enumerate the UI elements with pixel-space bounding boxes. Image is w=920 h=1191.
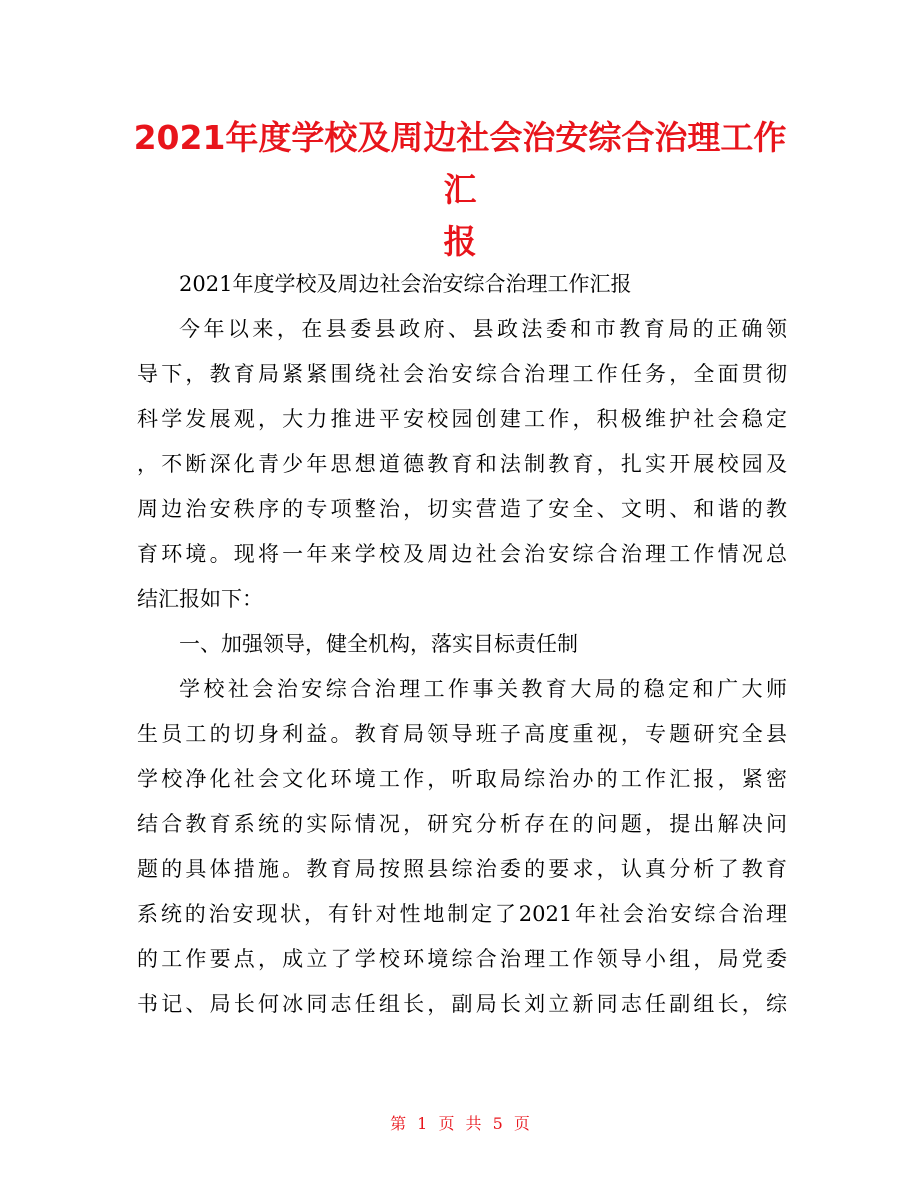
body-line: 学校社会治安综合治理工作事关教育大局的稳定和广大师 xyxy=(179,677,787,701)
body-line: 题的具体措施。教育局按照县综治委的要求，认真分析了教育 xyxy=(137,857,787,881)
body-line: 2021年度学校及周边社会治安综合治理工作汇报 xyxy=(179,272,632,296)
body-line: 书记、局长何冰同志任组长，副局长刘立新同志任副组长，综 xyxy=(137,992,787,1016)
body-line: 导下，教育局紧紧围绕社会治安综合治理工作任务，全面贯彻 xyxy=(137,362,787,386)
body-line: ，不断深化青少年思想道德教育和法制教育，扎实开展校园及 xyxy=(137,452,787,476)
body-line: 的工作要点，成立了学校环境综合治理工作领导小组，局党委 xyxy=(137,947,787,971)
body-line: 今年以来，在县委县政府、县政法委和市教育局的正确领 xyxy=(179,317,787,341)
body-line: 生员工的切身利益。教育局领导班子高度重视，专题研究全县 xyxy=(137,722,787,746)
body-line: 学校净化社会文化环境工作，听取局综治办的工作汇报，紧密 xyxy=(137,767,787,791)
body-line: 科学发展观，大力推进平安校园创建工作，积极维护社会稳定 xyxy=(137,407,787,431)
title-line: 报 xyxy=(443,222,477,261)
body-line: 结合教育系统的实际情况，研究分析存在的问题，提出解决问 xyxy=(137,812,787,836)
page-number-footer: 第 1 页 共 5 页 xyxy=(390,1114,530,1133)
document-body xyxy=(137,262,787,1027)
title-line: 2021年度学校及周边社会治安综合治理工作汇 xyxy=(133,118,787,209)
body-line: 育环境。现将一年来学校及周边社会治安综合治理工作情况总 xyxy=(137,542,787,566)
body-line: 结汇报如下： xyxy=(137,587,263,611)
section-heading: 一、加强领导，健全机构，落实目标责任制 xyxy=(179,632,578,656)
document-title xyxy=(130,112,790,268)
body-line: 周边治安秩序的专项整治，切实营造了安全、文明、和谐的教 xyxy=(137,497,787,521)
body-line: 系统的治安现状，有针对性地制定了2021年社会治安综合治理 xyxy=(137,902,787,926)
